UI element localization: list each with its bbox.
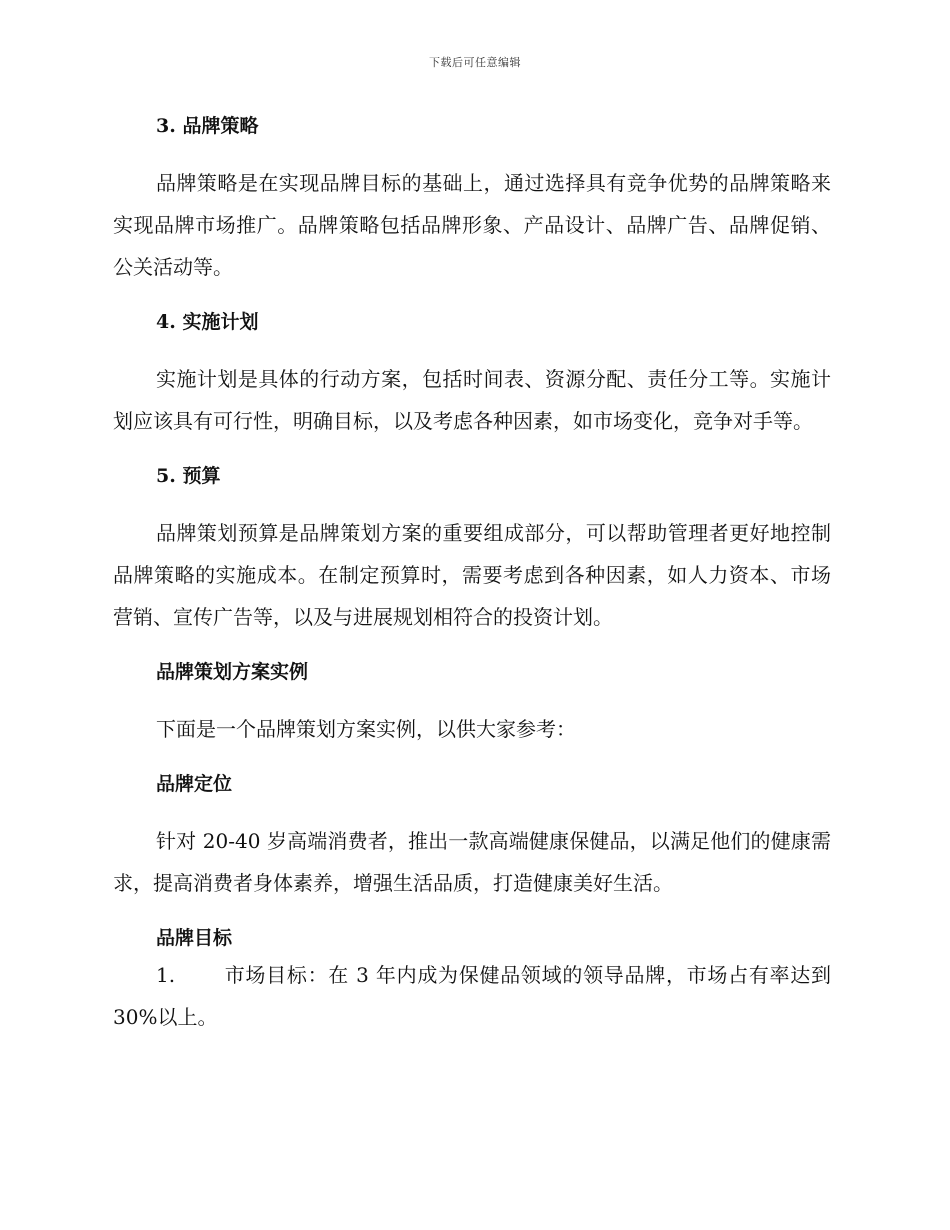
section-heading-goals: 品牌目标 <box>156 927 233 949</box>
list-item-text: 市场目标：在 3 年内成为保健品领域的领导品牌，市场占有率达到 30%以上。 <box>113 963 831 1029</box>
section-paragraph-positioning: 针对 20-40 岁高端消费者，推出一款高端健康保健品，以满足他们的健康需求，提高消费者身体素养，增强生活品质，打造健康美好生活。 <box>113 829 831 895</box>
section-paragraph-brand-strategy: 品牌策略是在实现品牌目标的基础上，通过选择具有竞争优势的品牌策略来实现品牌市场推广。品牌策略包括品牌形象、产品设计、品牌广告、品牌促销、公关活动等。 <box>113 171 831 279</box>
list-item <box>113 954 831 1038</box>
section-heading-brand-strategy: 3. 品牌策略 <box>156 115 259 137</box>
section-heading-positioning: 品牌定位 <box>156 773 233 795</box>
list-item-number: 1. <box>156 963 176 987</box>
section-heading-implementation-plan: 4. 实施计划 <box>156 311 259 333</box>
page-header: 下载后可任意编辑 <box>429 56 521 69</box>
section-heading-budget: 5. 预算 <box>156 465 221 487</box>
document-body <box>113 110 831 1038</box>
section-paragraph-implementation-plan: 实施计划是具体的行动方案，包括时间表、资源分配、责任分工等。实施计划应该具有可行性，明确目标，以及考虑各种因素，如市场变化，竞争对手等。 <box>113 367 831 433</box>
section-heading-example: 品牌策划方案实例 <box>156 661 309 683</box>
section-paragraph-example: 下面是一个品牌策划方案实例，以供大家参考： <box>156 717 576 741</box>
section-paragraph-budget: 品牌策划预算是品牌策划方案的重要组成部分，可以帮助管理者更好地控制品牌策略的实施成本。在制定预算时，需要考虑到各种因素，如人力资本、市场营销、宣传广告等，以及与进展规划相符合的投资计划。 <box>113 521 831 629</box>
